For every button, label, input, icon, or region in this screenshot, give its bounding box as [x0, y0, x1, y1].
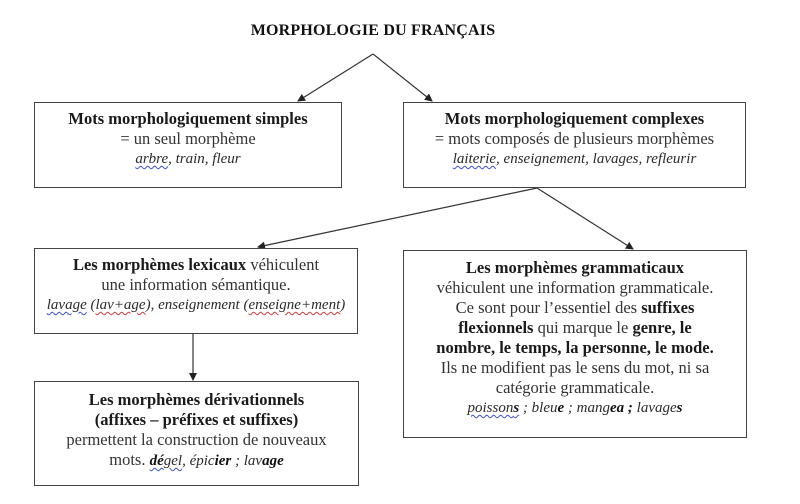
suffix: s [676, 400, 683, 416]
box-grammatical-morphemes [403, 250, 747, 438]
suffix: e [557, 400, 565, 416]
lexical-line1-rest: véhiculent [246, 255, 320, 274]
example-punct: ) [340, 297, 346, 313]
suffix: ier [214, 453, 232, 469]
box-derivational-morphemes [34, 381, 359, 486]
derivational-examples [150, 453, 284, 469]
example-text: ), enseignement ( [145, 297, 249, 313]
diagram-title: MORPHOLOGIE DU FRANÇAIS [250, 22, 496, 39]
grammatical-line-7: catégorie grammaticale. [495, 378, 655, 397]
grammatical-examples [404, 398, 746, 418]
simple-examples [35, 149, 341, 169]
derivational-line-3: permettent la construction de nouveaux [66, 430, 327, 449]
prefix: dé [149, 453, 164, 469]
arrow-title-to-simple [298, 54, 373, 101]
text: mots. [109, 450, 150, 469]
stem: lavage [636, 400, 677, 416]
example-word [150, 453, 183, 469]
stem: gel [163, 453, 183, 469]
arrow-complex-to-grammatical [537, 188, 633, 249]
separator: ; [519, 400, 532, 416]
stem: bleu [531, 400, 558, 416]
stem: épic [189, 453, 215, 469]
lexical-line-2: une information sémantique. [101, 275, 291, 294]
complex-examples [404, 149, 745, 169]
example-word: arbre [135, 151, 169, 167]
bold-text: flexionnels [458, 318, 534, 337]
example-punct: ( [86, 297, 96, 313]
example-word: lavage [46, 297, 87, 313]
example-word: enseigne+ment [248, 297, 341, 313]
text: qui marque le [533, 318, 633, 337]
complex-heading: Mots morphologiquement complexes [444, 109, 705, 128]
stem: mang [576, 400, 611, 416]
arrow-title-to-complex [373, 54, 432, 101]
grammatical-heading: Les morphèmes grammaticaux [465, 258, 685, 277]
arrow-complex-to-lexical [258, 188, 537, 247]
grammatical-line-4 [404, 318, 746, 338]
complex-definition: = mots composés de plusieurs morphèmes [434, 129, 715, 148]
example-word: laiterie [452, 151, 497, 167]
bold-text: genre, le [632, 318, 692, 337]
box-lexical-morphemes [34, 248, 358, 334]
stem: lav [243, 453, 263, 469]
stem: poisson [467, 400, 514, 416]
suffix: ea ; [610, 400, 633, 416]
separator: ; [231, 453, 244, 469]
grammatical-line-3 [404, 298, 746, 318]
bold-text: suffixes [641, 298, 695, 317]
separator: , [182, 453, 190, 469]
suffix: age [262, 453, 284, 469]
separator: ; [564, 400, 577, 416]
derivational-line-4 [35, 450, 358, 471]
example-rest: , train, fleur [168, 151, 241, 167]
simple-heading: Mots morphologiquement simples [68, 109, 308, 128]
grammatical-line-2: véhiculent une information grammaticale. [436, 278, 714, 297]
lexical-examples [35, 295, 357, 315]
lexical-line-1 [35, 255, 357, 275]
lexical-heading: Les morphèmes lexicaux [72, 255, 247, 274]
text: Ce sont pour l’essentiel des [455, 298, 642, 317]
example-word: lav+age [95, 297, 146, 313]
derivational-heading-2: (affixes – préfixes et suffixes) [94, 410, 299, 429]
simple-definition: = un seul morphème [120, 129, 256, 148]
example-rest: , enseignement, lavages, refleurir [496, 151, 697, 167]
box-complex-words [403, 102, 746, 188]
grammatical-line-6: Ils ne modifient pas le sens du mot, ni sa [440, 358, 710, 377]
derivational-heading-1: Les morphèmes dérivationnels [88, 390, 305, 409]
grammatical-line-5: nombre, le temps, la personne, le mode. [436, 338, 714, 357]
example-word [467, 400, 519, 416]
suffix: s [513, 400, 520, 416]
box-simple-words [34, 102, 342, 188]
